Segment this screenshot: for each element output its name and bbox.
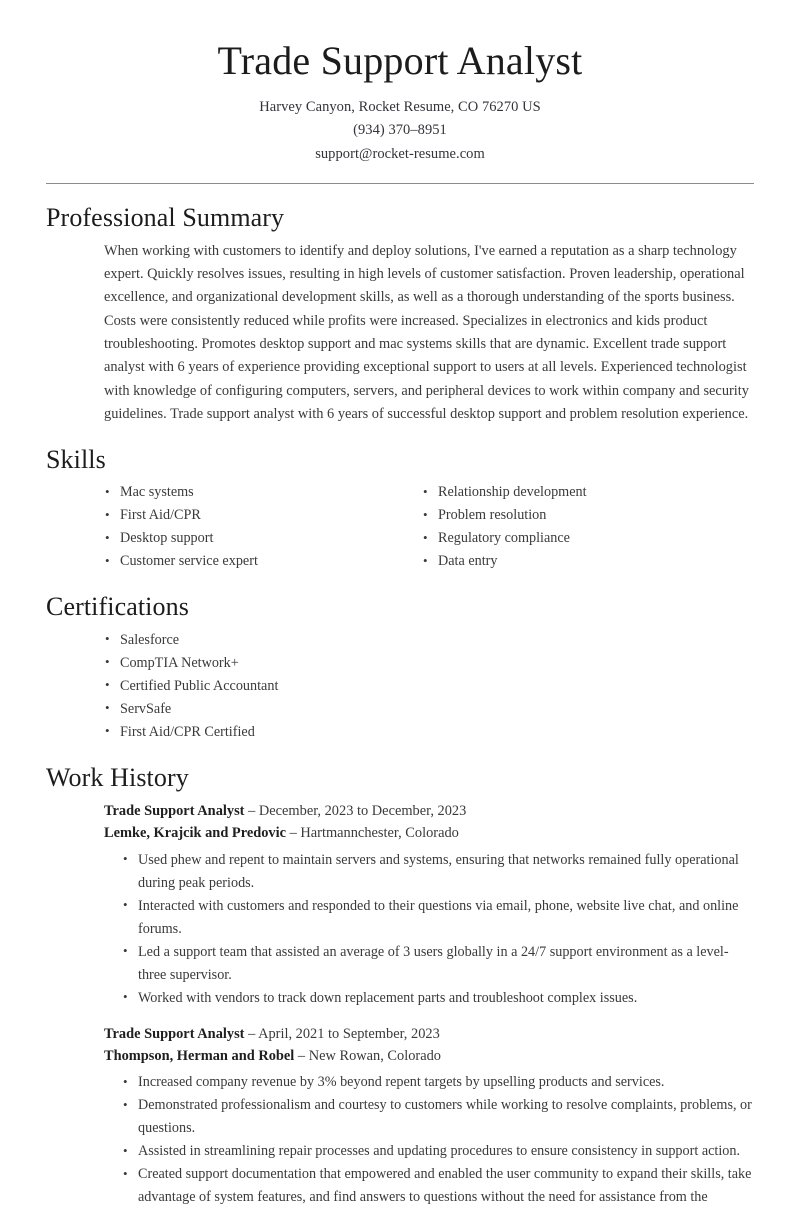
skills-column-right: [422, 481, 754, 573]
certifications-list: [104, 629, 754, 744]
job-location: New Rowan, Colorado: [308, 1047, 441, 1064]
contact-block: [46, 96, 754, 166]
section-work-history: [46, 762, 754, 1209]
section-title-skills: Skills: [46, 445, 106, 475]
professional-summary-text: When working with customers to identify and deploy solutions, I've earned a reputation as a sharp technology expert. Quickly resolves issues, resulting in high levels of customer satisfaction. Proven leadership, operational excellence, and organizational development skills, as well as a thorough understanding of the sports business. Costs were consistently reduced while profits were increased. Specializes in electronics and kids product troubleshooting. Promotes desktop support and mac systems skills that are dynamic. Excellent trade support analyst with 6 years of experience providing exceptional support to users at all levels. Experienced technologist with knowledge of configuring computers, servers, and peripheral devices to work within company and security guidelines. Trade support analyst with 6 years of successful desktop support and problem resolution experience.: [104, 242, 749, 422]
list-item: • Worked with vendors to track down replacement parts and troubleshoot complex issues.: [122, 987, 754, 1010]
job-separator: –: [244, 1025, 259, 1042]
job-entry: [104, 801, 754, 1010]
job-company: Thompson, Herman and Robel: [104, 1047, 295, 1064]
job-bullets: [104, 849, 754, 1010]
job-location: Hartmannchester, Colorado: [300, 824, 459, 841]
list-item: • Customer service expert: [104, 550, 422, 573]
contact-phone: (934) 370–8951: [353, 122, 447, 139]
job-dates: December, 2023 to December, 2023: [258, 802, 467, 819]
section-professional-summary: [46, 202, 754, 426]
section-skills: [46, 444, 754, 573]
skills-column-left: [104, 481, 422, 573]
list-item: • Used phew and repent to maintain servers and systems, ensuring that networks remained fully operational during peak periods.: [122, 849, 754, 895]
list-item: • Problem resolution: [422, 504, 754, 527]
list-item: • First Aid/CPR: [104, 504, 422, 527]
skills-body: [46, 481, 754, 573]
job-bullets: [104, 1071, 754, 1209]
job-separator: –: [244, 802, 259, 819]
section-title-professional-summary: Professional Summary: [46, 203, 285, 233]
professional-summary-body: [46, 240, 754, 427]
job-title-line: [104, 801, 754, 823]
list-item: • Regulatory compliance: [422, 527, 754, 550]
list-item: • Relationship development: [422, 481, 754, 504]
job-entry: [104, 1024, 754, 1209]
section-certifications: [46, 591, 754, 743]
list-item: • Certified Public Accountant: [104, 675, 754, 698]
list-item: • First Aid/CPR Certified: [104, 721, 754, 744]
work-history-body: [46, 801, 754, 1209]
skills-grid: [104, 481, 754, 573]
job-separator: –: [294, 1047, 309, 1064]
list-item: • Led a support team that assisted an average of 3 users globally in a 24/7 support environment as a level-three supervisor.: [122, 941, 754, 987]
list-item: • Mac systems: [104, 481, 422, 504]
certifications-body: [46, 629, 754, 744]
job-title: Trade Support Analyst: [104, 1025, 245, 1042]
list-item: • Interacted with customers and responded to their questions via email, phone, website live chat, and online forums.: [122, 895, 754, 941]
contact-address: Harvey Canyon, Rocket Resume, CO 76270 US: [259, 99, 541, 115]
section-title-work-history: Work History: [46, 762, 189, 792]
section-title-certifications: Certifications: [46, 592, 189, 622]
job-company: Lemke, Krajcik and Predovic: [104, 824, 286, 841]
list-item: • Created support documentation that empowered and enabled the user community to expand their skills, take advantage of system features, and find answers to questions without the need for assistance from the: [122, 1163, 754, 1209]
job-dates: April, 2021 to September, 2023: [258, 1025, 440, 1042]
job-title: Trade Support Analyst: [104, 802, 245, 819]
resume-name-title: Trade Support Analyst: [217, 38, 583, 83]
list-item: • Increased company revenue by 3% beyond repent targets by upselling products and services.: [122, 1071, 754, 1094]
list-item: • CompTIA Network+: [104, 652, 754, 675]
list-item: • Assisted in streamlining repair processes and updating procedures to ensure consistency in support action.: [122, 1140, 754, 1163]
list-item: • Salesforce: [104, 629, 754, 652]
job-separator: –: [286, 824, 301, 841]
job-company-line: [104, 1046, 754, 1068]
list-item: • Desktop support: [104, 527, 422, 550]
list-item: • Data entry: [422, 550, 754, 573]
contact-email: support@rocket-resume.com: [315, 145, 485, 162]
job-company-line: [104, 823, 754, 845]
list-item: • ServSafe: [104, 698, 754, 721]
header-divider: [46, 183, 754, 184]
list-item: • Demonstrated professionalism and courtesy to customers while working to resolve complaints, problems, or questions.: [122, 1094, 754, 1140]
